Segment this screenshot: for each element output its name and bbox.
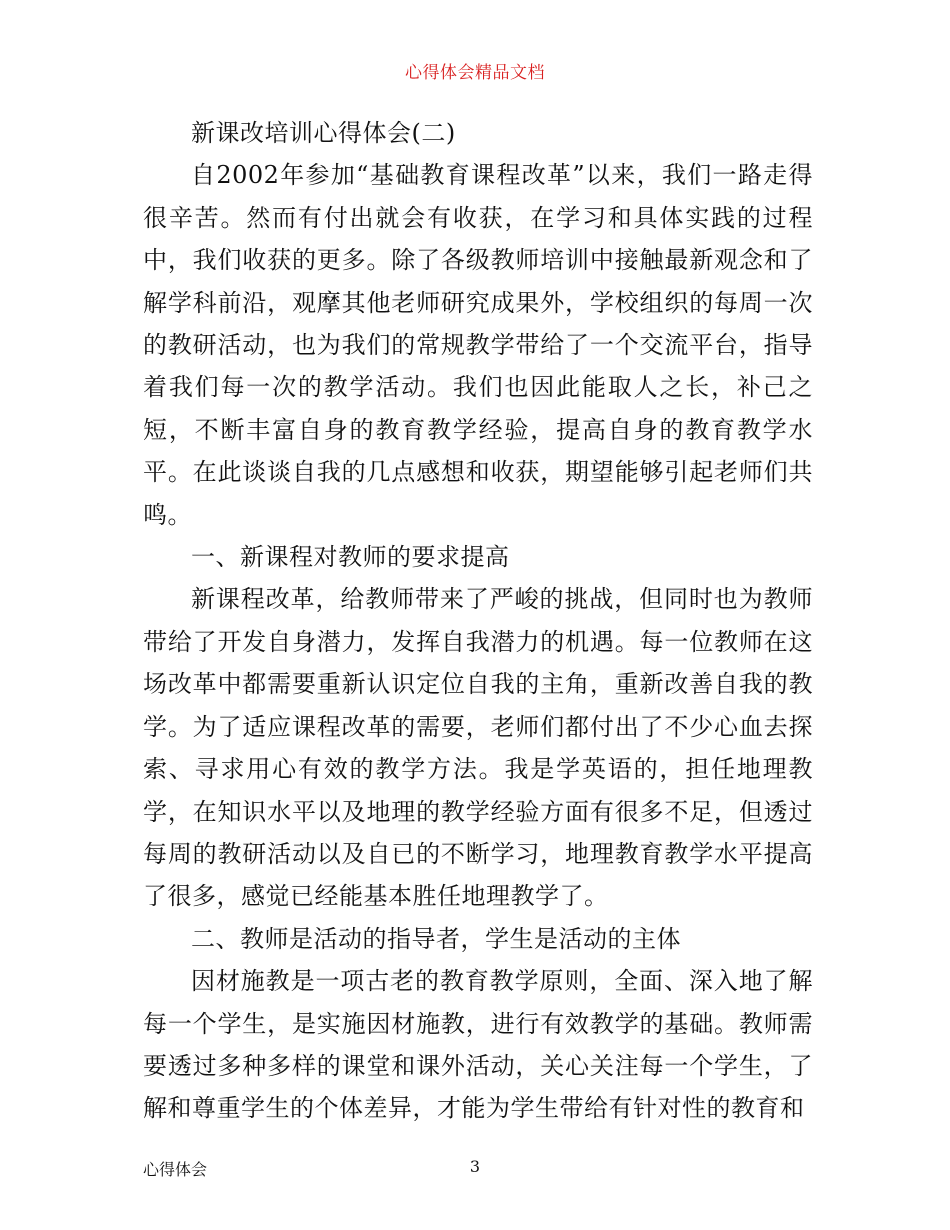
- paragraph-intro: 自2002年参加“基础教育课程改革”以来，我们一路走得很辛苦。然而有付出就会有收获，在学习和具体实践的过程中，我们收获的更多。除了各级教师培训中接触最新观念和了解学科前沿，观摩其他老师研究成果外，学校组织的每周一次的教研活动，也为我们的常规教学带给了一个交流平台，指导着我们每一次的教学活动。我们也因此能取人之长，补己之短，不断丰富自身的教育教学经验，提高自身的教育教学水平。在此谈谈自我的几点感想和收获，期望能够引起老师们共鸣。: [143, 161, 813, 529]
- heading-one: 一、新课程对教师的要求提高: [191, 543, 510, 572]
- paragraph-one: 新课程改革，给教师带来了严峻的挑战，但同时也为教师带给了开发自身潜力，发挥自我潜力的机遇。每一位教师在这场改革中都需要重新认识定位自我的主角，重新改善自我的教学。为了适应课程改革的需要，老师们都付出了不少心血去探索、寻求用心有效的教学方法。我是学英语的，担任地理教学，在知识水平以及地理的教学经验方面有很多不足，但透过每周的教研活动以及自已的不断学习，地理教育教学水平提高了很多，感觉已经能基本胜任地理教学了。: [143, 585, 813, 911]
- section-title: 新课改培训心得体会(二): [191, 119, 456, 147]
- page-number: 3: [469, 1157, 481, 1176]
- document-body: [143, 112, 813, 1130]
- heading-two: 二、教师是活动的指导者，学生是活动的主体: [191, 924, 681, 953]
- footer-label: 心得体会: [143, 1160, 208, 1179]
- paragraph-two: 因材施教是一项古老的教育教学原则，全面、深入地了解每一个学生，是实施因材施教，进行有效教学的基础。教师需要透过多种多样的课堂和课外活动，关心关注每一个学生，了解和尊重学生的个体差异，才能为学生带给有针对性的教育和: [143, 967, 813, 1123]
- page-header-title: 心得体会精品文档: [405, 63, 545, 83]
